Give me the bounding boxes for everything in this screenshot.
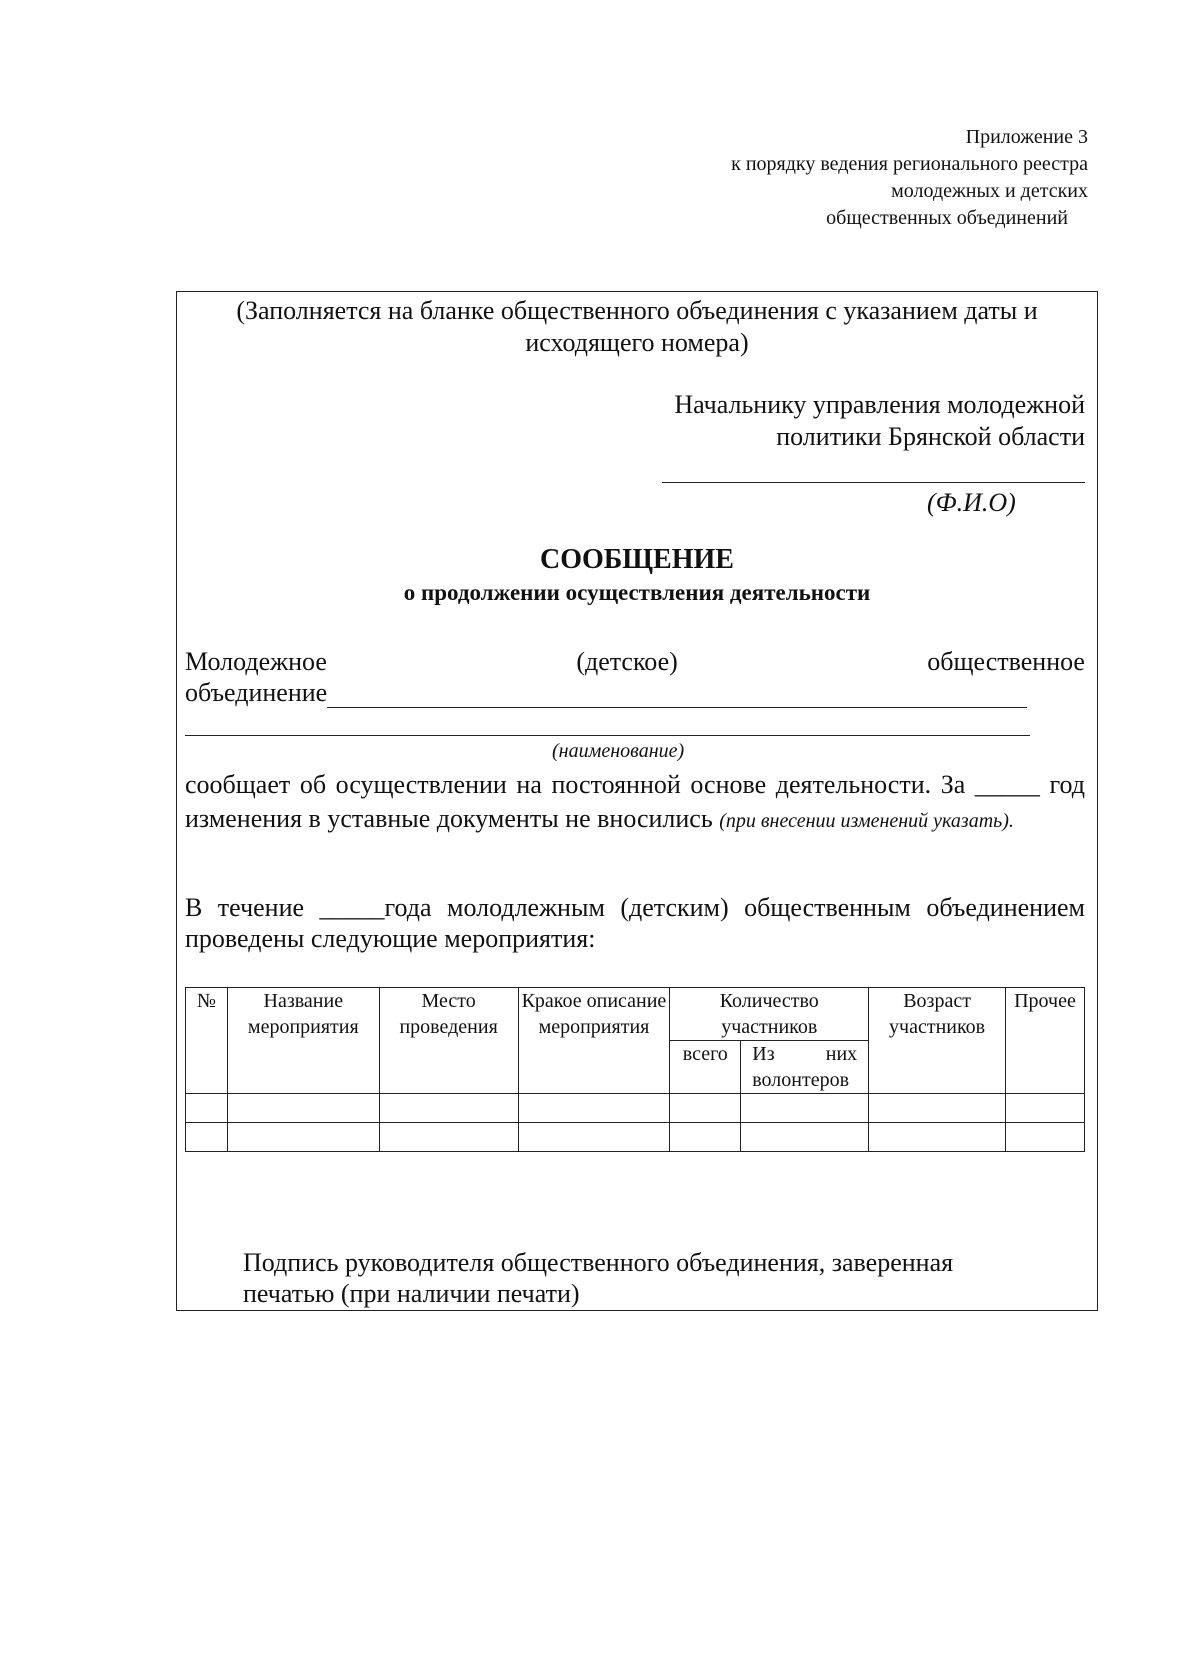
- fill-instruction: [177, 295, 1097, 359]
- table-row: [186, 1094, 1085, 1123]
- form-frame: [176, 291, 1098, 1311]
- addressee-line-2: политики Брянской области: [776, 422, 1085, 451]
- org-name-field[interactable]: [327, 679, 1027, 708]
- org-word-2: (детское): [576, 647, 678, 676]
- appendix-line-2: к порядку ведения регионального реестра: [731, 153, 1088, 175]
- document-subtitle: о продолжении осуществления деятельности: [403, 580, 871, 605]
- signature-line-1: Подпись руководителя общественного объединения, заверенная: [243, 1248, 954, 1277]
- header-volunteers-word-1: Из: [752, 1043, 775, 1065]
- appendix-line-1: Приложение 3: [965, 126, 1088, 148]
- org-type-row: [185, 647, 1085, 677]
- header-volunteers: [741, 1041, 869, 1094]
- activity-paragraph: [185, 768, 1085, 838]
- activity-paragraph-note: (при внесении изменений указать).: [719, 810, 1014, 832]
- header-no: №: [186, 988, 228, 1094]
- addressee-line-1: Начальнику управления молодежной: [674, 390, 1085, 419]
- appendix-line-4: общественных объединений: [826, 207, 1068, 229]
- header-total: всего: [670, 1041, 741, 1094]
- events-paragraph: В течение _____года молодлежным (детским) общественным объединением проведены следующие мероприятия:: [185, 893, 1085, 953]
- org-word-4: объединение: [185, 678, 328, 707]
- header-place: Место проведения: [379, 988, 518, 1094]
- header-age: Возраст участников: [869, 988, 1006, 1094]
- header-description: Кракое описание мероприятия: [518, 988, 670, 1094]
- appendix-line-3: молодежных и детских: [891, 180, 1088, 202]
- org-word-1: Молодежное: [185, 647, 327, 676]
- name-caption: (наименование): [552, 740, 685, 762]
- header-name: Название мероприятия: [227, 988, 379, 1094]
- org-name-row: [185, 678, 1027, 708]
- events-table: [185, 987, 1085, 1152]
- header-volunteers-word-2: них: [825, 1043, 858, 1065]
- addressee-block: [674, 389, 1085, 453]
- org-word-3: общественное: [927, 647, 1085, 676]
- header-count: Количество участников: [670, 988, 869, 1041]
- table-row: [186, 1123, 1085, 1152]
- fill-instruction-line-1: (Заполняется на бланке общественного объединения с указанием даты и: [236, 296, 1038, 325]
- activity-paragraph-text: сообщает об осуществлении на постоянной основе деятельности. За _____ год изменения в уставные документы не вносились: [185, 770, 1085, 833]
- header-volunteers-word-3: волонтеров: [752, 1069, 850, 1091]
- fio-caption: (Ф.И.О): [927, 488, 1016, 517]
- fio-field-line[interactable]: [662, 482, 1085, 483]
- document-title: СООБЩЕНИЕ: [540, 544, 734, 575]
- signature-line-2: печатью (при наличии печати): [243, 1279, 580, 1308]
- fill-instruction-line-2: исходящего номера): [525, 328, 749, 357]
- table-header-row: [186, 988, 1085, 1041]
- appendix-header: [568, 124, 1088, 232]
- org-name-field-line-2[interactable]: [185, 735, 1030, 736]
- header-other: Прочее: [1005, 988, 1084, 1094]
- signature-block: [243, 1247, 953, 1309]
